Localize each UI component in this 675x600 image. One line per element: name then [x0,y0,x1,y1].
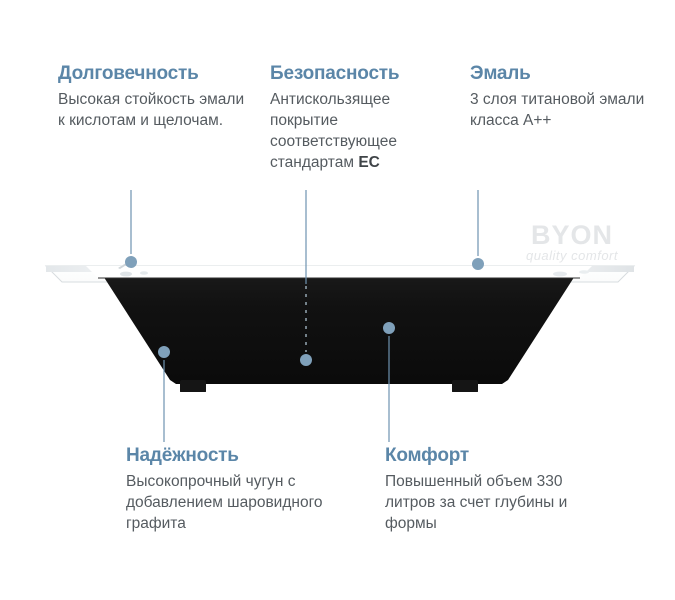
callout-enamel [470,63,650,131]
callout-enamel-body: 3 слоя титановой эмали класса А++ [470,91,645,129]
callout-enamel-title: Эмаль [470,63,531,84]
callout-reliability-body: Высокопрочный чугун с добавлением шаровидного графита [126,473,323,532]
callout-safety-body-text: Антискользящее покрытие соответствующее стандартам [270,91,397,171]
callout-durability-body: Высокая стойкость эмали к кислотам и щелочам. [58,91,245,129]
callout-safety-title: Безопасность [270,63,400,84]
tub-interior [98,268,580,380]
brand-watermark-tagline: quality comfort [525,248,619,263]
callout-durability [58,63,248,131]
callout-durability-title: Долговечность [58,63,199,84]
callout-reliability [126,445,341,534]
tub-leg-right [452,380,478,392]
bathtub-illustration [40,232,640,392]
tub-inner-lip [86,266,592,278]
callout-comfort-title: Комфорт [385,445,469,466]
callout-safety-body [270,89,450,173]
callout-safety-standard: ЕС [358,154,380,171]
brand-watermark-name: BYON [530,220,613,250]
callout-safety [270,63,450,173]
callout-comfort [385,445,585,534]
callout-reliability-title: Надёжность [126,445,239,466]
callout-comfort-body: Повышенный объем 330 литров за счет глубины и формы [385,473,568,532]
tub-leg-left [180,380,206,392]
